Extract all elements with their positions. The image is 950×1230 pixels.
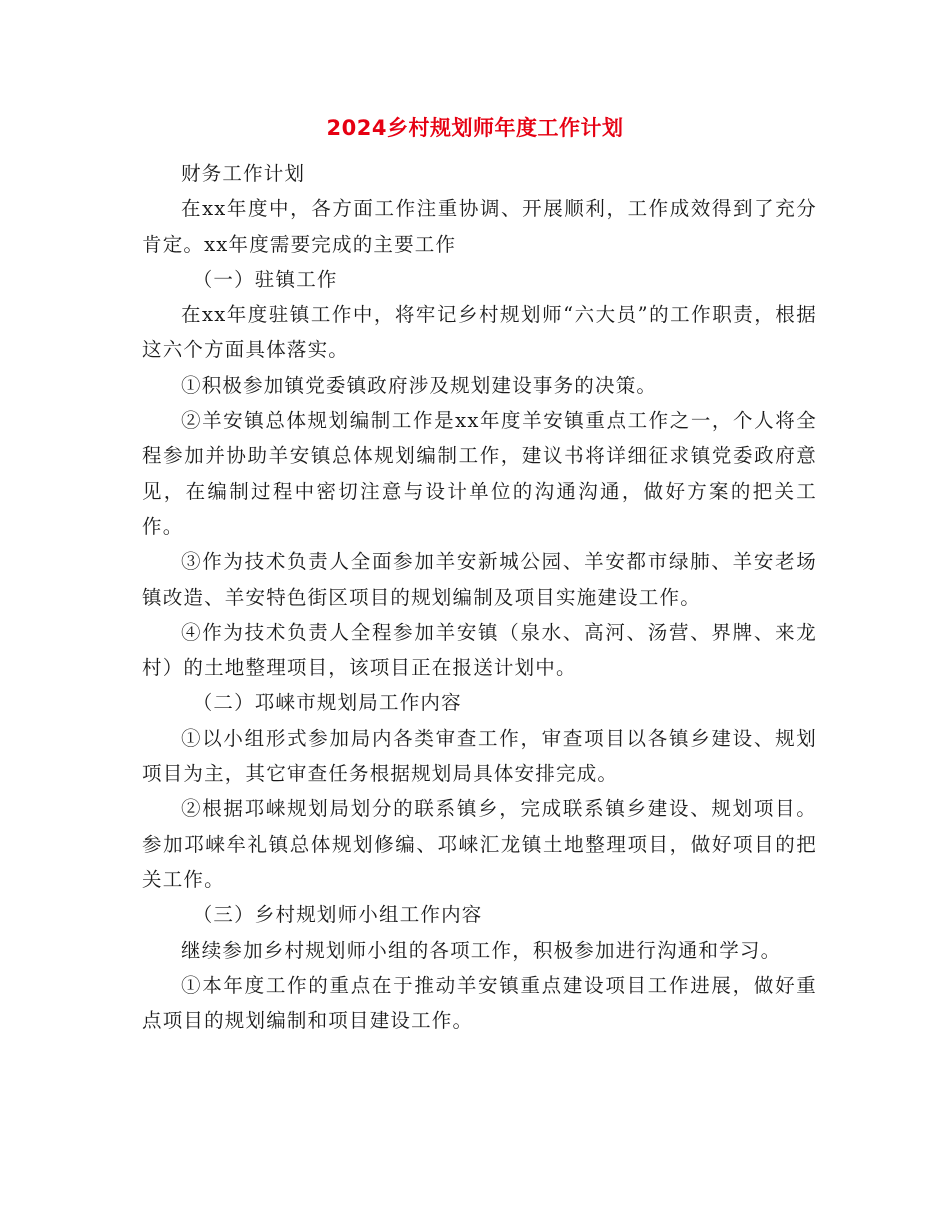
list-item-3: ③作为技术负责人全面参加羊安新城公园、羊安都市绿肺、羊安老场镇改造、羊安特色街区项目的规划编制及项目实施建设工作。 [142, 550, 817, 609]
section-heading-2: （二）邛崃市规划局工作内容 [192, 691, 462, 715]
document-title: 2024乡村规划师年度工作计划 [326, 116, 624, 140]
list-item-7: ①本年度工作的重点在于推动羊安镇重点建设项目工作进展，做好重点项目的规划编制和项目建设工作。 [142, 973, 817, 1033]
section-heading-3: （三）乡村规划师小组工作内容 [192, 903, 483, 927]
list-item-6: ②根据邛崃规划局划分的联系镇乡，完成联系镇乡建设、规划项目。参加邛崃牟礼镇总体规划修编、邛崃汇龙镇土地整理项目，做好项目的把关工作。 [142, 797, 817, 891]
document-body [142, 156, 817, 1038]
list-item-5: ①以小组形式参加局内各类审查工作，审查项目以各镇乡建设、规划项目为主，其它审查任务根据规划局具体安排完成。 [142, 726, 817, 786]
paragraph-finance-plan: 财务工作计划 [181, 162, 306, 185]
paragraph-intro: 在xx年度中，各方面工作注重协调、开展顺利，工作成效得到了充分肯定。xx年度需要完成的主要工作 [142, 197, 817, 256]
section-heading-1: （一）驻镇工作 [192, 267, 338, 291]
list-item-1: ①积极参加镇党委镇政府涉及规划建设事务的决策。 [181, 373, 658, 397]
paragraph-town-work: 在xx年度驻镇工作中，将牢记乡村规划师“六大员”的工作职责，根据这六个方面具体落实。 [142, 303, 817, 362]
list-item-4: ④作为技术负责人全程参加羊安镇（泉水、高河、汤营、界牌、来龙村）的土地整理项目，该项目正在报送计划中。 [142, 620, 817, 680]
paragraph-team-work: 继续参加乡村规划师小组的各项工作，积极参加进行沟通和学习。 [181, 938, 782, 962]
list-item-2: ②羊安镇总体规划编制工作是xx年度羊安镇重点工作之一，个人将全程参加并协助羊安镇总体规划编制工作，建议书将详细征求镇党委政府意见，在编制过程中密切注意与设计单位的沟通沟通，做好方案的把关工作。 [142, 409, 817, 538]
